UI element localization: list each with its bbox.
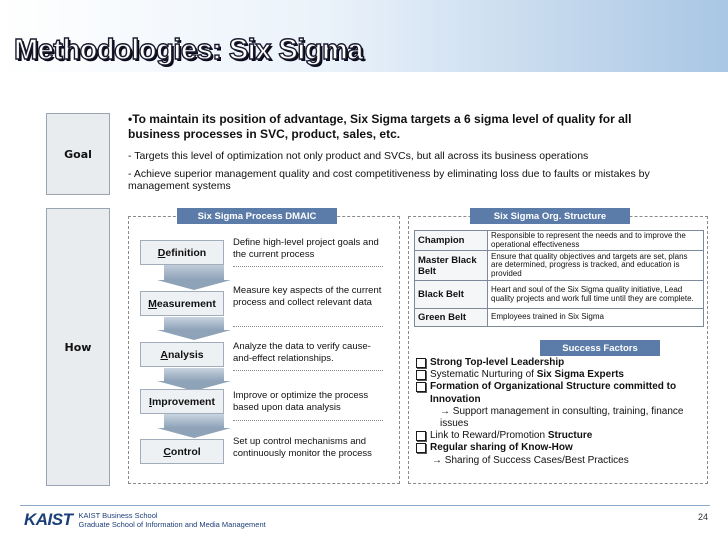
divider bbox=[233, 266, 383, 267]
list-item: Link to Reward/Promotion Structure bbox=[416, 430, 708, 442]
goal-main-bullet: •To maintain its position of advantage, Six Sigma targets a 6 sigma level of quality for all business processes in SVC, product, sales, etc. bbox=[128, 112, 632, 141]
org-role: Black Belt bbox=[415, 281, 488, 309]
org-role-desc: Employees trained in Six Sigma bbox=[488, 309, 704, 327]
list-item: Formation of Organizational Structure committed to Innovation bbox=[416, 381, 708, 405]
flow-arrow-3 bbox=[164, 368, 224, 381]
step-control: C ontrol bbox=[140, 439, 224, 464]
how-label: How bbox=[46, 208, 110, 486]
page-title: Methodologies: Six Sigma bbox=[14, 34, 363, 66]
divider bbox=[233, 420, 383, 421]
list-item: Regular sharing of Know-How bbox=[416, 442, 708, 454]
step-analysis: A nalysis bbox=[140, 342, 224, 367]
checkbox-bullet-icon bbox=[416, 443, 426, 453]
step-definition: D efinition bbox=[140, 240, 224, 265]
step-measurement: M easurement bbox=[140, 291, 224, 316]
step-measurement-desc: Measure key aspects of the current process and collect relevant data bbox=[233, 285, 382, 308]
checkbox-bullet-icon bbox=[416, 431, 426, 441]
org-role-desc: Responsible to represent the needs and to improve the operational effectiveness bbox=[488, 231, 704, 251]
kaist-logo: KAIST bbox=[24, 510, 73, 529]
goal-sub-point-1: - Targets this level of optimization not only product and SVCs, but all across its business operations bbox=[128, 150, 589, 162]
flow-arrowhead-2 bbox=[157, 330, 231, 340]
checkbox-bullet-icon bbox=[416, 370, 426, 380]
flow-arrowhead-4 bbox=[157, 428, 231, 438]
flow-arrowhead-1 bbox=[157, 280, 231, 290]
step-definition-desc: Define high-level project goals and the current process bbox=[233, 237, 379, 260]
list-sub-item: → Sharing of Success Cases/Best Practices bbox=[432, 454, 629, 466]
divider bbox=[233, 370, 383, 371]
success-factors-list bbox=[416, 357, 708, 467]
footer-divider bbox=[20, 505, 710, 506]
success-factors-title: Success Factors bbox=[540, 340, 660, 356]
footer-logo bbox=[24, 510, 266, 530]
step-improvement-desc: Improve or optimize the process based upon data analysis bbox=[233, 390, 369, 413]
org-structure-table bbox=[414, 230, 704, 327]
checkbox-bullet-icon bbox=[416, 382, 426, 392]
step-analysis-desc: Analyze the data to verify cause-and-effect relationships. bbox=[233, 341, 371, 364]
list-item: Strong Top-level Leadership bbox=[416, 357, 708, 369]
org-role-desc: Ensure that quality objectives and targets are set, plans are determined, progress is tracked, and education is provided bbox=[488, 251, 704, 281]
step-control-desc: Set up control mechanisms and continuously monitor the process bbox=[233, 436, 372, 459]
flow-arrow-4 bbox=[164, 414, 224, 428]
step-improvement: I mprovement bbox=[140, 389, 224, 414]
org-role: Champion bbox=[415, 231, 488, 251]
goal-label: Goal bbox=[46, 113, 110, 195]
goal-sub-point-2: - Achieve superior management quality and cost competitiveness by eliminating loss due to faults or mistakes by management systems bbox=[128, 168, 650, 192]
list-sub-item: → Support management in consulting, training, finance issues bbox=[440, 405, 684, 430]
dmaic-title: Six Sigma Process DMAIC bbox=[177, 208, 337, 224]
table-row bbox=[415, 251, 704, 281]
org-title: Six Sigma Org. Structure bbox=[470, 208, 630, 224]
school-name: KAIST Business School Graduate School of Information and Media Management bbox=[78, 511, 266, 529]
org-role: Green Belt bbox=[415, 309, 488, 327]
flow-arrow-2 bbox=[164, 317, 224, 330]
divider bbox=[233, 326, 383, 327]
table-row bbox=[415, 281, 704, 309]
org-role: Master Black Belt bbox=[415, 251, 488, 281]
table-row bbox=[415, 231, 704, 251]
org-role-desc: Heart and soul of the Six Sigma quality initiative, Lead quality projects and work full time until they are complete. bbox=[488, 281, 704, 309]
checkbox-bullet-icon bbox=[416, 358, 426, 368]
table-row bbox=[415, 309, 704, 327]
page-number: 24 bbox=[697, 512, 708, 522]
list-item: Systematic Nurturing of Six Sigma Experts bbox=[416, 369, 708, 381]
